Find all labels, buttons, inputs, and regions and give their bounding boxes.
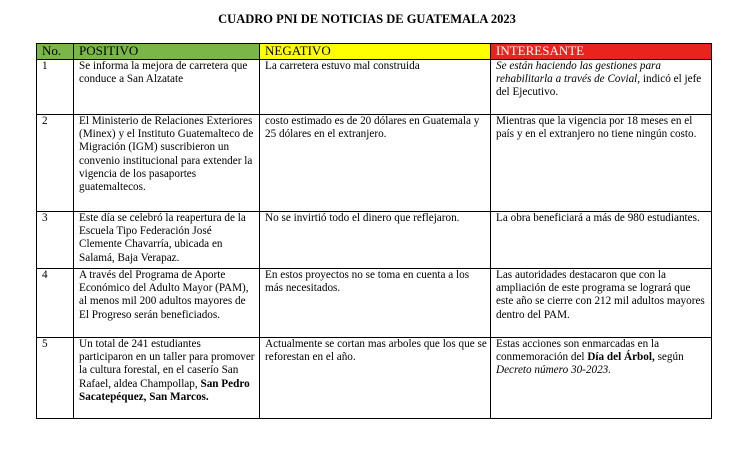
cell-interesante-mid: según xyxy=(654,351,684,364)
cell-interesante-rest: indicó el jefe del Ejecutivo. xyxy=(496,73,702,99)
cell-positivo: Este día se celebró la reapertura de la Escuela Tipo Federación José Clemente Chavarría, ubicada en Salamá, Baja Verapaz. xyxy=(74,212,260,269)
cell-positivo: A través del Programa de Aporte Económico del Adulto Mayor (PAM), al menos mil 200 adultos mayores de El Progreso serán beneficiados. xyxy=(74,269,260,338)
cell-negativo: En estos proyectos no se toma en cuenta a los más necesitados. xyxy=(260,269,491,338)
cell-positivo: El Ministerio de Relaciones Exteriores (Minex) y el Instituto Guatemalteco de Migración (IGM) suscribieron un convenio institucional para extender la vigencia de los pasaportes guatemaltecos. xyxy=(74,115,260,212)
table-header-row xyxy=(37,44,712,60)
cell-interesante: Las autoridades destacaron que con la ampliación de este programa se logrará que este año se cierre con 212 mil adultos mayores dentro del PAM. xyxy=(491,269,712,338)
header-no: No. xyxy=(37,44,74,60)
table-row xyxy=(37,269,712,338)
cell-interesante-bold: Día del Árbol, xyxy=(587,351,655,364)
row-number: 2 xyxy=(37,115,74,212)
cell-negativo: No se invirtió todo el dinero que reflejaron. xyxy=(260,212,491,269)
cell-positivo-plain: Un total de 241 estudiantes participaron en un taller para promover la cultura forestal, en el caserío San Rafael, aldea Champollap, xyxy=(79,338,255,390)
pni-table xyxy=(36,43,712,419)
cell-interesante: Mientras que la vigencia por 18 meses en el país y en el extranjero no tiene ningún costo. xyxy=(491,115,712,212)
header-positivo: POSITIVO xyxy=(74,44,260,60)
cell-positivo xyxy=(74,338,260,419)
header-interesante: INTERESANTE xyxy=(491,44,712,60)
cell-interesante-italic: Decreto número 30-2023. xyxy=(496,364,612,377)
cell-interesante xyxy=(491,338,712,419)
cell-interesante-plain: Estas acciones son enmarcadas en la conmemoración del xyxy=(496,338,660,364)
cell-interesante: La obra beneficiará a más de 980 estudiantes. xyxy=(491,212,712,269)
table-row xyxy=(37,212,712,269)
row-number: 1 xyxy=(37,60,74,115)
cell-negativo: La carretera estuvo mal construida xyxy=(260,60,491,115)
cell-interesante xyxy=(491,60,712,115)
table-row xyxy=(37,60,712,115)
table-row xyxy=(37,338,712,419)
cell-interesante-italic: Se están haciendo las gestiones para rehabilitarla a través de Covial, xyxy=(496,60,661,86)
cell-positivo: Se informa la mejora de carretera que conduce a San Alzatate xyxy=(74,60,260,115)
row-number: 5 xyxy=(37,338,74,419)
table-row xyxy=(37,115,712,212)
cell-negativo: costo estimado es de 20 dólares en Guatemala y 25 dólares en el extranjero. xyxy=(260,115,491,212)
header-negativo: NEGATIVO xyxy=(260,44,491,60)
document-title: CUADRO PNI DE NOTICIAS DE GUATEMALA 2023 xyxy=(218,12,516,26)
cell-positivo-bold: San Pedro Sacatepéquez, San Marcos. xyxy=(79,377,250,403)
row-number: 4 xyxy=(37,269,74,338)
row-number: 3 xyxy=(37,212,74,269)
cell-negativo: Actualmente se cortan mas arboles que los que se reforestan en el año. xyxy=(260,338,491,419)
